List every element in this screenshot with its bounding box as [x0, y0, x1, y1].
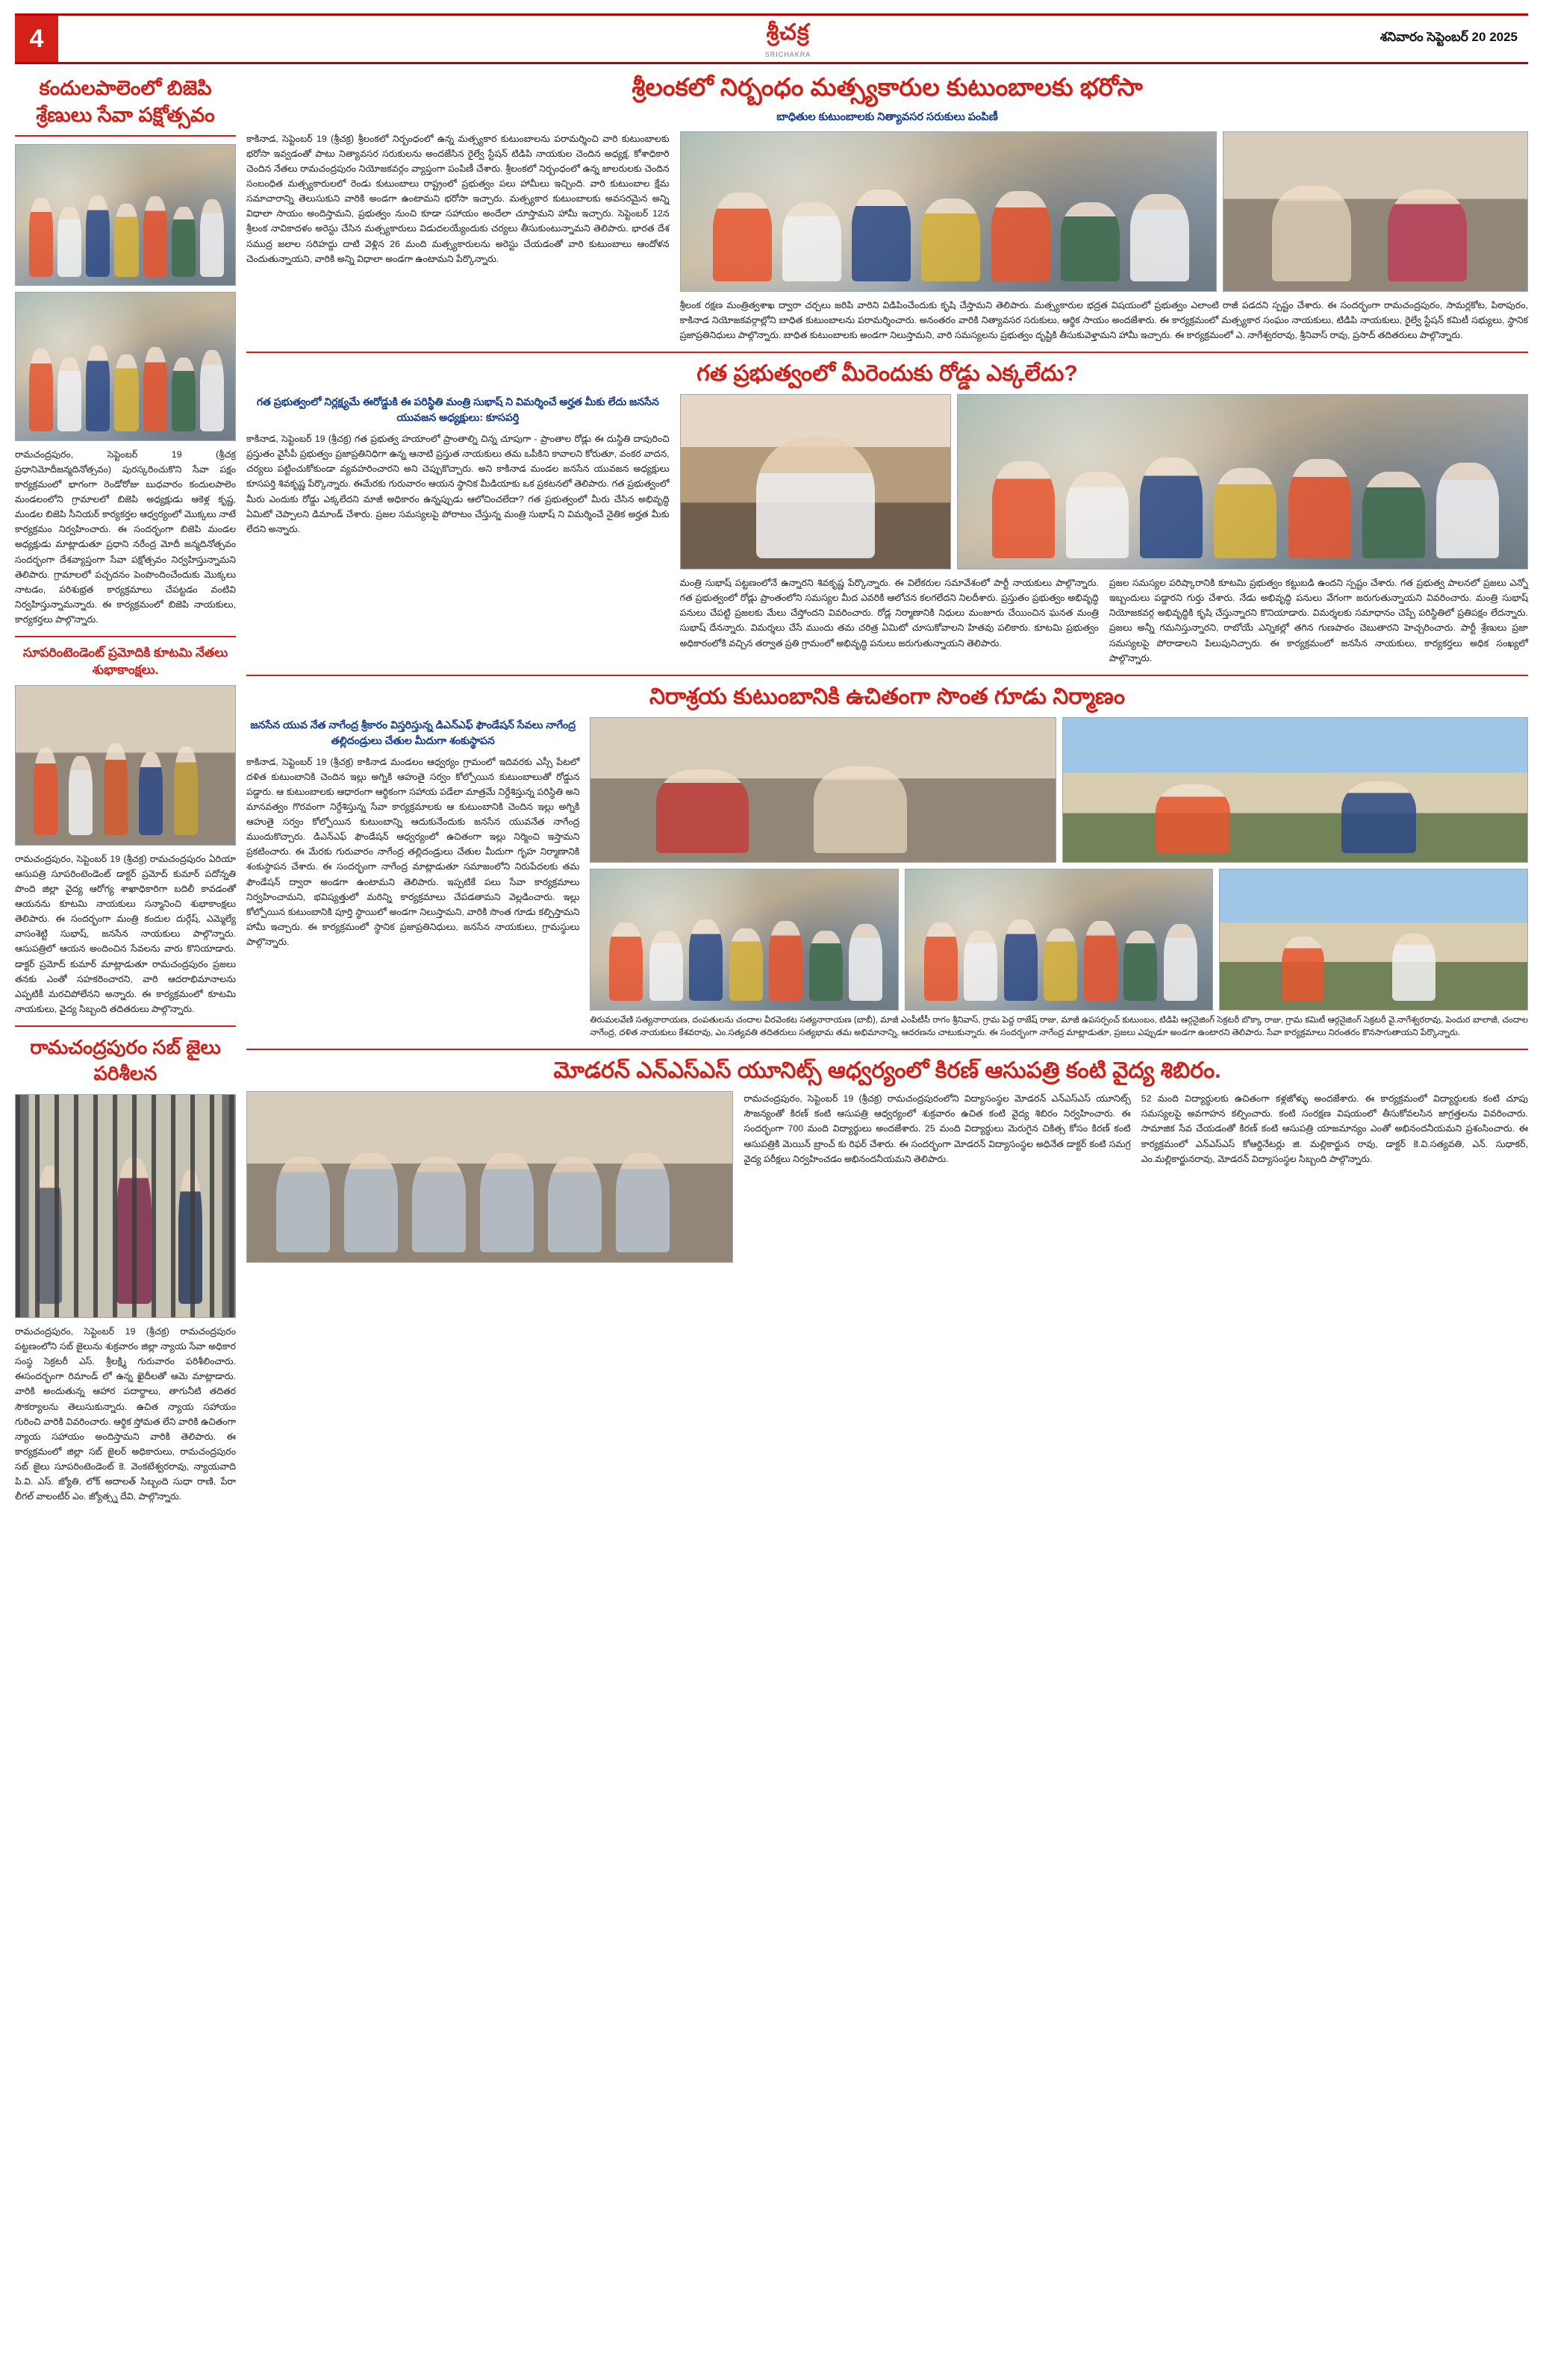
story-headline: సూపరింటెండెంట్ ప్రమోదికి కూటమి నేతలు శుభాకాంక్షలు. [22, 646, 228, 677]
story-free-house-construction [246, 675, 1528, 1040]
house-foundation-photo-4 [905, 869, 1214, 1011]
section-divider [15, 636, 236, 637]
photo-row [680, 394, 1528, 569]
photo-caption: తిరుమలవేణి సత్యనారాయణ, దంపతులను చందాల వీరవెంకట సత్యనారాయణ (బాబీ), మాజీ ఎంపీటీసీ రాగం శ్రీనివాస్, గ్రామ పెద్ద రాజేష్ రాజు, మాజీ ఉపసర్పంచ్ కుటుంబం, టిడిపి ఆర్గనైజింగ్ సెక్రటరీ బొక్కా రాజు, గ్రామ కమిటీ ఆర్గనైజింగ్ సెక్రటరీ వై.నాగేశ్వరరావు, పెందుర బాలాజీ, చందాల నాగేంద్ర, దళిత నాయకులు కేశవరావు, ఎం.సత్యవతి తదితరులు సత్యభామ తమ అభిమానాన్ని, ఆదరణను చాటుకున్నారు. ఈ సందర్భంగా నాగేంద్ర మాట్లాడుతూ, ప్రజలు ఎప్పుడూ అండగా ఉంటారని తెలిపారు. సేవా కార్యక్రమాలు నిరంతరం కొనసాగుతాయని పేర్కొన్నారు. [590, 1015, 1528, 1037]
photo-figures [16, 686, 235, 845]
story-headline: గత ప్రభుత్వంలో మీరెందుకు రోడ్డు ఎక్కలేదు? [246, 352, 1528, 388]
house-foundation-photo-1 [590, 717, 1056, 863]
logo-sub-text: SRICHAKRA [764, 50, 811, 58]
masthead-left-spacer [58, 16, 750, 62]
masthead [15, 13, 1528, 64]
story-body: రామచంద్రపురం, సెప్టెంబర్ 19 (శ్రీచక్ర) రామచంద్రపురం ఏరియా ఆసుపత్రి సూపరింటెండెంట్ డాక్టర్ ప్రమోద్ కుమార్ పదోన్నతి పొంది జిల్లా వైద్య ఆరోగ్య శాఖాధికారిగా బదిలీ కావడంతో ఆయనను కూటమి నాయకులు సన్మానించి శుభాకాంక్షలు తెలిపారు. ఈ సందర్భంగా మంత్రి కందుల దుర్గేష్, ఎమ్మెల్యే వాసంశెట్టి సుభాష్, జనసేన నాయకులు పాల్గొన్నారు. ఆసుపత్రిలో ఆయన అందించిన సేవలను వారు కొనియాడారు. డాక్టర్ ప్రమోద్ కుమార్ మాట్లాడుతూ రామచంద్రపురం ప్రజలు తనకు ఎంతో సహకరించారని, వారి ఆదరాభిమానాలను ఎప్పటికీ మరచిపోలేనని అన్నారు. ఈ కార్యక్రమంలో కూటమి నాయకులు, వైద్య సిబ్బంది తదితరులు పాల్గొన్నారు. [15, 853, 236, 1014]
story-headline: మోడరన్ ఎన్ఎస్ఎస్ యూనిట్స్ ఆధ్వర్యంలో కిరణ్ ఆసుపత్రి కంటి వైద్య శిబిరం. [246, 1049, 1528, 1085]
story-body: కాకినాడ, సెప్టెంబర్ 19 (శ్రీచక్ర) కాకినాడ మండలం ఆధ్వర్యం గ్రామంలో ఇదివరకు ఎస్సీ పేటలో దళిత కుటుంబానికి చెందిన ఇల్లు అగ్నికి ఆహుతై సర్వం కోల్పోయిన కుటుంబాలుతో రోడ్డున పడ్డారు. ఆ కుటుంబాలకు ఆధారంగా ఆర్థికంగా సహాయ పడేలా మాత్రమే నిర్దేశిస్తున్న పరిస్థితి అని మానవత్వం గొరవంగా నిర్దేశిస్తున్న సేవా కార్యక్రమాలకు ఆ కుటుంబానికి చెందిన ఇల్లు అగ్నికి ఆహుతై సర్వం కోల్పోయిన కుటుంబాన్ని ఆదుకునేందుకు జనసేన యువనేత నాగేంద్ర ముందుకొచ్చారు. డిఎన్ఎఫ్ ఫౌండేషన్ ఆధ్వర్యంలో ఉచితంగా ఇల్లు నిర్మించి ఇస్తామని ప్రకటించారు. ఈ మేరకు గురువారం నాగేంద్ర తల్లిదండ్రులు చేతుల మీదుగా గృహ నిర్మాణానికి శంకుస్థాపన చేశారు. ఈ సందర్భంగా నాగేంద్ర మాట్లాడుతూ సమాజంలోని నిరుపేదలకు తమ ఫౌండేషన్ ద్వారా అండగా ఉంటామని తెలిపారు. ఇప్పటికే పలు సేవా కార్యక్రమాలు నిర్వహించామని, భవిష్యత్తులో మరిన్ని కార్యక్రమాలు చేపడతామని వెల్లడించారు. ఇల్లు కోల్పోయిన కుటుంబానికి పూర్తి స్థాయిలో అండగా నిలుస్తామని, వారికి సొంత గూడు కల్పిస్తామని హామీ ఇచ్చారు. ఈ కార్యక్రమంలో స్థానిక ప్రజాప్రతినిధులు, జనసేన నాయకులు, గ్రామస్థులు పాల్గొన్నారు. [246, 756, 580, 947]
story-body-col1: కాకినాడ, సెప్టెంబర్ 19 (శ్రీచక్ర) గత ప్రభుత్వ హయాంలో ప్రాంతాల్ని చిన్న చూపుగా - ప్రాంతాల రోడ్లు ఈ దుస్థితి దాపురించి ప్రస్తుతం వైసీపీ ప్రభుత్వం ప్రజాప్రతినిధిగా ఉన్న ఆనాటి ప్రస్తుత నాయకులు తమ ఒపీకిని కావాలని కోరుతూ, వంకర వాదన, చర్యలు పట్టించుకోకుండా వ్యవహరించారని అని చెప్పుకొచ్చారు. అని కాకినాడ మండల జనసేన యువజన అధ్యక్షులు కూసపర్తి శివకృష్ణ పేర్కొన్నారు. ఈమేరకు గురువారం ఆయన స్థానిక మీడియాకు ఒక ప్రకటనలో తెలిపారు. గత ప్రభుత్వంలో మీరు ఎందుకు రోడ్డు ఎక్కలేదని మాజీ అధికారం ఉన్నప్పుడు ఆలోచించలేదా? గత ప్రభుత్వంలో మీరు చేసిన అభివృద్ధి ఏమిటో చెప్పాలని డిమాండ్ చేశారు. ప్రజల సమస్యలపై పోరాటం చేస్తున్న మంత్రి సుభాష్ ని విమర్శించే నైతిక అర్హత మీకు లేదని అన్నారు. [246, 434, 670, 534]
story-lead-blue: జనసేన యువ నేత నాగేంద్ర శ్రీకారం విస్తరిస్తున్న డిఎన్ఎఫ్ ఫౌండేషన్ సేవలు నాగేంద్ర తల్లిదండ్రులు చేతుల మీదుగా శంకుస్థాపన [250, 718, 576, 746]
relief-distribution-photo-1 [680, 131, 1217, 292]
story-content-row [246, 394, 1528, 666]
house-foundation-photo-2 [1062, 717, 1528, 863]
story-headline: నిరాశ్రయ కుటుంబానికి ఉచితంగా సొంత గూడు నిర్మాణం [246, 675, 1528, 711]
page-number: 4 [15, 16, 58, 62]
right-column [246, 72, 1528, 1272]
jansena-leader-portrait [680, 394, 952, 569]
photo-row [680, 131, 1528, 292]
publication-logo [750, 16, 826, 62]
nss-camp-photo [246, 1091, 733, 1263]
plantation-photo [15, 144, 236, 286]
story-subheadline: బాధితుల కుటుంబాలకు నిత్యావసర సరుకులు పంపిణీ [776, 110, 998, 123]
story-body: రామచంద్రపురం, సెప్టెంబర్ 19 (శ్రీచక్ర) రామచంద్రపురం పట్టణంలోని సబ్ జైలును శుక్రవారం జిల్లా న్యాయ సేవా అధికార సంస్థ సెక్రటరీ ఎస్. శ్రీలక్ష్మి గురువారం పరిశీలించారు. ఈసందర్భంగా రిమాండ్ లో ఉన్న ఖైదీలతో ఆమె మాట్లాడారు. వారికి అందుతున్న ఆహార పదార్థాలు, తాగునీటి తదితర సౌకర్యాలను తెలుసుకున్నారు. ఉచిత న్యాయ సహాయం గురించి వారికి వివరించారు. ఆర్థిక స్తోమత లేని వారికి ఉచితంగా న్యాయ సహాయం అందిస్తామని వారికి తెలిపారు. ఈ కార్యక్రమంలో జిల్లా సబ్ జైలర్ అధికారులు, రామచంద్రపురం సబ్ జైలు సూపరింటెండెంట్ కె. వెంకటేశ్వరరావు, న్యాయవాది పి.వి. ఎస్. జ్యోతి, లోక్ అదాలత్ సిబ్బంది సుధా రాణి, పేరా లీగల్ వాలంటీర్ ఎం. జ్యోత్స్న దేవి, పాల్గొన్నారు. [15, 1326, 236, 1502]
story-road-question [246, 352, 1528, 666]
story-content-row [246, 1091, 1528, 1263]
story-content-row [246, 717, 1528, 1040]
date-line: శనివారం సెప్టెంబర్ 20 2025 [1380, 30, 1518, 44]
story-lead-blue: గత ప్రభుత్వంలో నిర్లక్ష్యమే ఈరోడ్డుకి ఈ పరిస్థితి మంత్రి సుభాష్ ని విమర్శించే అర్హత మీకు లేదు జనసేన యువజన అధ్యక్షులు: కూసపర్తి [256, 396, 659, 424]
story-body-col3: ప్రజల సమస్యల పరిష్కారానికి కూటమి ప్రభుత్వం కట్టుబడి ఉందని స్పష్టం చేశారు. గత ప్రభుత్వ పాలనలో ప్రజలు ఎన్నో ఇబ్బందులు పడ్డారని గుర్తు చేశారు. నేడు అభివృద్ధి పనులు వేగంగా జరుగుతున్నాయని వివరించారు. మంత్రి సుభాష్ నియోజకవర్గ అభివృద్ధికి కృషి చేస్తున్నారని కొనియాడారు. విమర్శలకు సమాధానం చెప్పే పరిస్థితిలో ప్రతిపక్షం లేదన్నారు. ప్రజలు అన్నీ గమనిస్తున్నారని, రాబోయే ఎన్నికల్లో తగిన గుణపాఠం చెబుతారని హెచ్చరించారు. పార్టీ శ్రేణులు ప్రజా సమస్యలపై పోరాడాలని పిలుపునిచ్చారు. ఈ కార్యక్రమంలో జనసేన నాయకులు, కార్యకర్తలు అధిక సంఖ్యలో పాల్గొన్నారు. [1109, 578, 1529, 663]
meeting-group-photo [957, 394, 1528, 569]
story-nss-eye-camp [246, 1049, 1528, 1263]
photo-row-top [590, 717, 1528, 863]
felicitation-photo [15, 685, 236, 846]
logo-main-text: శ్రీచక్ర [766, 19, 810, 45]
photo-row-bottom [590, 869, 1528, 1011]
story-body: రామచంద్రపురం, సెప్టెంబర్ 19 (శ్రీచక్ర ప్రధానిమోదీజన్మదినోత్సవం) పురస్కరించుకొని సేవా పక్షం కార్యక్రమంలో భాగంగా రెండోరోజు బుధవారం కందులపాలెం మండలంలోని గ్రామాలలో బిజెపి అధ్యక్షుడు ఆకెళ్ల కృష్ణ, మండల బిజెపి సీనియర్ కార్యకర్తల ఆధ్వర్యంలో మొక్కలు నాటే కార్యక్రమం నిర్వహించారు. ఈ సందర్భంగా బిజెపి మండల అధ్యక్షుడు మాట్లాడుతూ ప్రధాని నరేంద్ర మోదీ జన్మదినోత్సవం సందర్భంగా దేశవ్యాప్తంగా సేవా పక్షోత్సవం నిర్వహిస్తున్నామని తెలిపారు. గ్రామాలలో పచ్చదనం పెంపొందించేందుకు మొక్కలు నాటడం, పరిశుభ్రత కార్యక్రమాలు చేపట్టడం వంటివి నిర్వహిస్తున్నామన్నారు. ఈ కార్యక్రమంలో బిజెపి నాయకులు, కార్యకర్తలు పాల్గొన్నారు. [15, 449, 236, 625]
story-sub-jail-inspection [15, 1034, 236, 1504]
story-superintendent-felicitation [15, 645, 236, 1016]
story-headline: శ్రీలంకలో నిర్బంధం మత్స్యకారుల కుటుంబాలకు భరోసా [632, 73, 1143, 101]
left-column [15, 72, 236, 1513]
photo-figures [16, 145, 235, 285]
story-body-right: శ్రీలంక రక్షణ మంత్రిత్వశాఖ ద్వారా చర్చలు జరిపి వారిని విడిపించేందుకు కృషి చేస్తామని తెలిపారు. మత్స్యకారుల భద్రత విషయంలో ప్రభుత్వం ఎలాంటి రాజీ పడదని స్పష్టం చేశారు. ఈ సందర్భంగా రామచంద్రపురం, సామర్లకోట, పిఠాపురం, కాకినాడ నియోజకవర్గాల్లోని బాధిత కుటుంబాలను పరామర్శించారు. అనంతరం వారికి నిత్యావసర సరుకులు, ఆర్థిక సాయం అందజేశారు. ఈ కార్యక్రమంలో మత్స్యకార సంఘం నాయకులు, టిడిపి నాయకులు, రైల్వే స్టేషన్ కమిటీ సభ్యులు, స్థానిక ప్రజాప్రతినిధులు పాల్గొన్నారు. బాధిత కుటుంబాలకు అండగా నిలుస్తామని, వారి సమస్యలను ప్రభుత్వం దృష్టికి తీసుకువెళ్తామని హామీ ఇచ్చారు. ఈ కార్యక్రమంలో ఎ. నాగేశ్వరరావు, శ్రీనివాస్ రావు, ప్రసాద్ తదితరులు పాల్గొన్నారు. [679, 299, 1528, 341]
story-body-col2: 52 మంది విద్యార్థులకు ఉచితంగా కళ్లజోళ్ళు అందజేశారు. ఈ కార్యక్రమంలో విద్యార్థులకు కంటి చూపు సమస్యలపై అవగాహన కల్పించారు. కంటి సంరక్షణ విషయంలో తీసుకోవలసిన జాగ్రత్తలను వివరించారు. సామాజిక సేవ చేయడంతో కిరణ్ కంటి ఆసుపత్రి యాజమాన్యం ఎంతో అభినందనీయమని ప్రశంసించారు. ఈ కార్యక్రమంలో ఎన్ఎస్ఎస్ కోఆర్డినేటర్లు జి. మల్లికార్జున రావు, డాక్టర్ కె.వి.సత్యవతి, ఎన్. సుధాకర్, ఎం.మల్లికార్జునరావు, మోడరన్ విద్యాసంస్థల సిబ్బంది పాల్గొన్నారు. [1141, 1093, 1529, 1164]
relief-distribution-photo-2 [1223, 131, 1528, 292]
house-foundation-photo-3 [590, 869, 899, 1011]
page-columns [15, 72, 1528, 1513]
bjp-banner-photo [15, 292, 236, 441]
story-headline: కందులపాలెంలో బిజెపి శ్రేణులు సేవా పక్షోత్సవం [15, 75, 236, 137]
photo-figures [16, 293, 235, 440]
story-bjp-seva [15, 75, 236, 627]
story-body-col2: మంత్రి సుభాష్ పట్టణంలోనే ఉన్నారని శివకృష్ణ పేర్కొన్నారు. ఈ విలేకరుల సమావేశంలో పార్టీ నాయకులు పాల్గొన్నారు. గత ప్రభుత్వంలో రోడ్లు ప్రాంతంలోని సమస్యల మీద ఎవరికి ఆలోచన కలగలేదని నిలదీశారు. ప్రస్తుతం ప్రభుత్వం అభివృద్ధి పనులు చేపట్టి ప్రజలకు మేలు చేస్తోందని వివరించారు. రోడ్ల నిర్మాణానికి నిధులు మంజూరు చేయించిన ఘనత మంత్రి సుభాష్ దేనన్నారు. విమర్శలు చేసే ముందు తమ చరిత్ర ఏమిటో చూసుకోవాలని హితవు పలికారు. కూటమి ప్రభుత్వం అధికారంలోకి వచ్చిన తర్వాత ప్రతి గ్రామంలో అభివృద్ధి పనులు జరుగుతున్నాయని తెలిపారు. [679, 578, 1099, 649]
story-headline: రామచంద్రపురం సబ్ జైలు పరిశీలన [30, 1035, 221, 1084]
story-body-left: కాకినాడ, సెప్టెంబర్ 19 (శ్రీచక్ర) శ్రీలంకలో నిర్బంధంలో ఉన్న మత్స్యకార కుటుంబాలను పరామర్శించి వారి కుటుంబాలకు భరోసా ఇవ్వడంతో పాటు నిత్యావసర సరుకులను అందజేసిన రైల్వే స్టేషన్ టిడిపి నాయకుల చెందిన అధ్యక్ష, కోశాధికారి చెందిన నేతలు రామచంద్రపురం నియోజకవర్గం వ్యాప్తంగా పంపిణీ చేశారు. శ్రీలంకలో నిర్బంధంలో ఉన్న జాలరులకు చెందిన సంబంధిత మత్స్యకారులలో రెండు కుటుంబాలు రాష్ట్రంలో ప్రభుత్వం పలు హామీలు ఇచ్చింది. వారి కుటుంబాల క్షేమ సమాచారాన్ని తెలుసుకుని వారికి అండగా ఉంటామని భరోసా ఇచ్చారు. మత్స్యకార కుటుంబాలకు అవసరమైన అన్ని విధాలా సాయం అందిస్తామని, ప్రభుత్వం నుంచి కూడా సహాయం అందేలా చూస్తామని హామీ ఇచ్చారు. సెప్టెంబర్ 12న శ్రీలంక నావికాదళం అరెస్టు చేసిన మత్స్యకారులు విడుదలయ్యేందుకు చర్యలు తీసుకుంటున్నామని తెలిపారు. భారత దేశ సముద్ర జలాల సరిహద్దు దాటి వెళ్లిన 26 మంది మత్స్యకారులను అరెస్టు చేయడంతో వారి కుటుంబాలు ఆందోళన చెందుతున్నాయని, వారికి అన్ని విధాలా అండగా ఉంటామని పేర్కొన్నారు. [246, 133, 670, 264]
story-body-col1: రామచంద్రపురం, సెప్టెంబర్ 19 (శ్రీచక్ర) రామచంద్రపురంలోని విద్యాసంస్థల మోడరన్ ఎన్ఎస్ఎస్ యూనిట్స్ సౌజన్యంతో కిరణ్ కంటి ఆసుపత్రి ఆధ్వర్యంలో శుక్రవారం ఉచిత కంటి వైద్య శిబిరం నిర్వహించారు. ఈ సందర్భంగా 700 మంది విద్యార్థులు అందజేశారు. 25 మంది విద్యార్థులు మెరుగైన చికిత్స కోసం కిరణ్ కంటి ఆసుపత్రికి మెయిన్ బ్రాంచ్ కు రిఫర్ చేశారు. ఈ సందర్భంగా మోడరన్ విద్యాసంస్థల అధినేత డాక్టర్ కంటి సమగ్ర వైద్య పరీక్షలు నిర్వహించడం అభినందనీయమని తెలిపారు. [744, 1093, 1131, 1164]
section-divider [15, 1025, 236, 1027]
story-content-row [246, 131, 1528, 343]
sub-jail-inspection-photo [15, 1094, 236, 1318]
house-foundation-photo-5 [1219, 869, 1528, 1011]
jail-bars [16, 1095, 235, 1317]
story-sri-lanka-fishermen [246, 72, 1528, 343]
